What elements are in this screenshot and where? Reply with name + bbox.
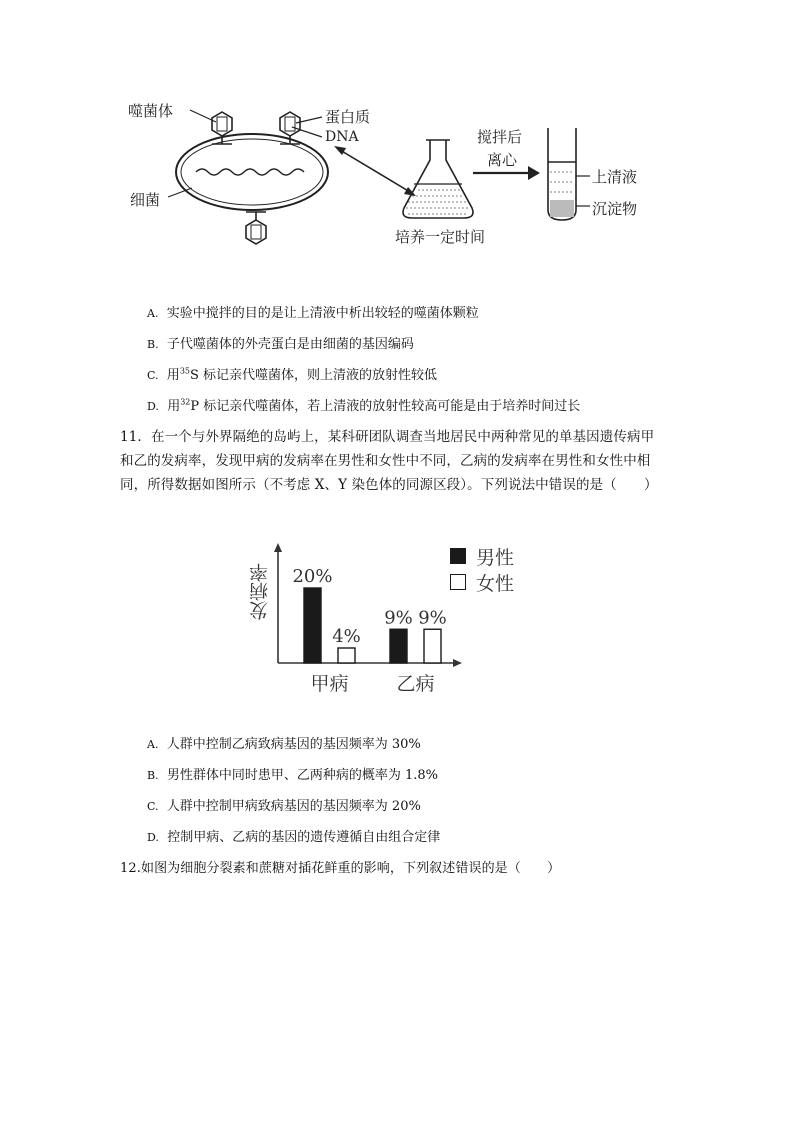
- legend-item-female: [450, 569, 514, 595]
- chart-ylabel: 发病率: [249, 563, 271, 620]
- culture-label: 培养一定时间: [395, 228, 486, 246]
- q11-option-b: [147, 764, 438, 783]
- legend-swatch-male: [450, 548, 466, 564]
- q10-option-d: [147, 395, 580, 414]
- option-text: 控制甲病、乙病的基因的遗传遵循自由组合定律: [167, 830, 441, 845]
- option-text: 子代噬菌体的外壳蛋白是由细菌的基因编码: [166, 337, 414, 352]
- option-letter: B.: [147, 338, 159, 351]
- protein-label: 蛋白质: [325, 108, 371, 126]
- q11-option-c: [147, 795, 421, 814]
- bar-0-0: [304, 588, 321, 663]
- option-text: 人群中控制乙病致病基因的基因频率为 30%: [166, 737, 421, 752]
- q11-line-3: 同，所得数据如图所示（不考虑 X、Y 染色体的同源区段）。下列说法中错误的是（ ）: [120, 477, 658, 493]
- bar-label-1-0: 9%: [384, 607, 413, 629]
- q12-stem: 12.如图为细胞分裂素和蔗糖对插花鲜重的影响，下列叙述错误的是（ ）: [120, 861, 561, 876]
- option-text: 实验中搅拌的目的是让上清液中析出较轻的噬菌体颗粒: [166, 306, 479, 321]
- category-label-1: 乙病: [396, 673, 435, 695]
- option-letter: A.: [147, 738, 159, 751]
- bar-label-0-1: 4%: [332, 626, 361, 647]
- option-text: 人群中控制甲病致病基因的基因频率为 20%: [166, 799, 421, 814]
- bar-label-0-0: 20%: [292, 566, 333, 587]
- legend-label-female: 女性: [476, 572, 515, 595]
- option-text-pre: 用: [167, 399, 181, 414]
- dna-label: DNA: [325, 129, 359, 145]
- legend-item-male: [450, 543, 514, 569]
- phage-top-right: [280, 112, 300, 144]
- option-letter: A.: [147, 307, 159, 320]
- q10-option-a: [147, 302, 479, 321]
- option-letter: C.: [147, 369, 159, 382]
- phage-diagram: [0, 0, 794, 260]
- option-letter: D.: [147, 400, 159, 413]
- x-axis-arrow: [453, 659, 462, 667]
- bar-1-0: [390, 629, 407, 663]
- isotope-mass: 35: [179, 366, 190, 376]
- q11-option-d: [147, 826, 440, 845]
- y-axis-arrow: [274, 543, 282, 552]
- category-label-0: 甲病: [310, 673, 349, 695]
- q11-option-a: [147, 733, 421, 752]
- legend-label-male: 男性: [476, 546, 515, 569]
- culture-flask: [403, 140, 473, 218]
- option-text: 男性群体中同时患甲、乙两种病的概率为 1.8%: [166, 768, 439, 783]
- q11-line-1: 11．在一个与外界隔绝的岛屿上，某科研团队调查当地居民中两种常见的单基因遗传病甲: [120, 429, 655, 445]
- chart-legend: [450, 543, 514, 595]
- option-text-post: P 标记亲代噬菌体，若上清液的放射性较高可能是由于培养时间过长: [190, 399, 581, 414]
- bar-0-1: [338, 648, 355, 663]
- sediment-label: 沉淀物: [592, 200, 638, 218]
- chart-category-labels: [310, 673, 434, 695]
- option-text-post: S 标记亲代噬菌体，则上清液的放射性较低: [190, 368, 438, 383]
- bacteria-label: 细菌: [130, 191, 161, 209]
- stir-label: 搅拌后: [477, 128, 523, 146]
- option-text-pre: 用: [166, 368, 180, 383]
- test-tube: [548, 128, 590, 220]
- phage-experiment-figure: [0, 0, 794, 260]
- supernatant-label: 上清液: [592, 168, 638, 186]
- bar-1-1: [424, 629, 441, 663]
- bacterium-inner: [181, 139, 323, 205]
- disease-rate-chart: [240, 535, 540, 700]
- isotope-mass: 32: [180, 397, 191, 407]
- bacterium-cell: [176, 134, 328, 210]
- option-letter: C.: [147, 800, 159, 813]
- option-letter: D.: [147, 831, 159, 844]
- phage-label: 噬菌体: [128, 102, 174, 120]
- phage-bottom: [246, 212, 266, 244]
- q10-option-b: [147, 333, 414, 352]
- bar-label-1-1: 9%: [418, 607, 447, 629]
- legend-swatch-female: [450, 574, 466, 590]
- option-letter: B.: [147, 769, 159, 782]
- q11-line-2: 和乙的发病率，发现甲病的发病率在男性和女性中不同，乙病的发病率在男性和女性中相: [120, 453, 651, 469]
- bacterial-dna-wave: [196, 169, 304, 175]
- centrifuge-label: 离心: [487, 151, 518, 169]
- q10-option-c: [147, 364, 437, 383]
